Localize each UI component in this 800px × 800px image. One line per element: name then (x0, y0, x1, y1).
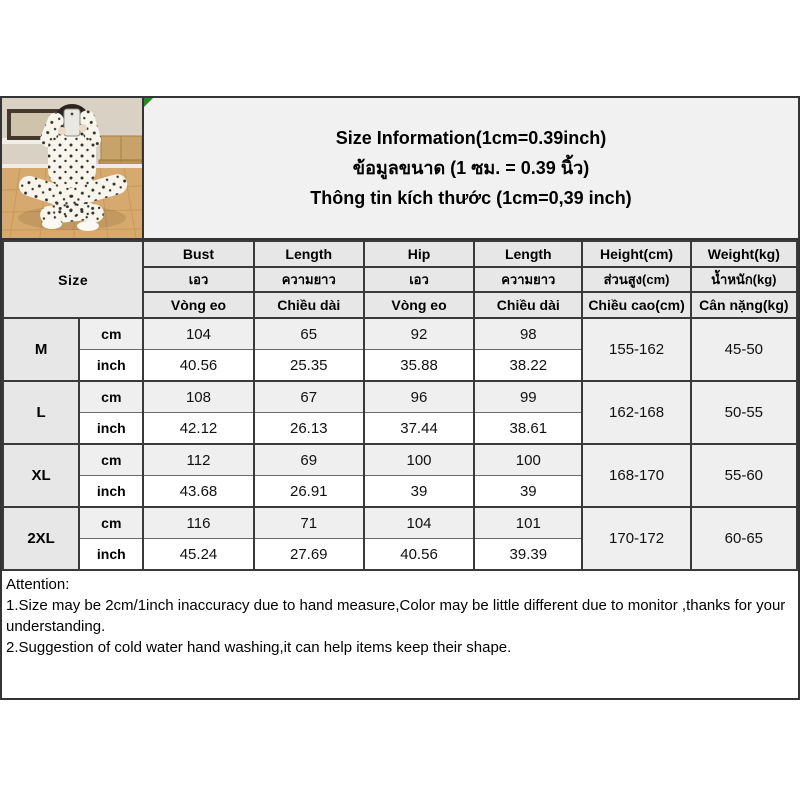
header-length-en: Length (254, 241, 364, 267)
attention-title: Attention: (6, 576, 70, 593)
value-cell: 43.68 (143, 476, 253, 508)
size-label-2xl: 2XL (3, 507, 79, 570)
weight-range-l: 50-55 (691, 381, 797, 444)
value-cell: 101 (474, 507, 582, 539)
product-photo-illustration (2, 98, 142, 238)
unit-inch: inch (79, 476, 143, 508)
product-photo (2, 98, 144, 238)
size-label-xl: XL (3, 444, 79, 507)
weight-range-2xl: 60-65 (691, 507, 797, 570)
attention-note-1: 1.Size may be 2cm/1inch inaccuracy due to hand measure,Color may be little different due to monitor ,thanks for your understanding. (6, 597, 786, 635)
value-cell: 39 (474, 476, 582, 508)
size-info-panel (0, 96, 800, 700)
header-bust-vi: Vòng eo (143, 292, 253, 318)
value-cell: 26.13 (254, 413, 364, 445)
value-cell: 40.56 (364, 539, 474, 571)
unit-inch: inch (79, 350, 143, 382)
header-hip-vi: Vòng eo (364, 292, 474, 318)
value-cell: 38.22 (474, 350, 582, 382)
value-cell: 42.12 (143, 413, 253, 445)
unit-cm: cm (79, 444, 143, 476)
header-weight-vi: Cân nặng(kg) (691, 292, 797, 318)
table-row-2xl-cm (3, 507, 797, 539)
unit-inch: inch (79, 539, 143, 571)
height-range-2xl: 170-172 (582, 507, 690, 570)
value-cell: 67 (254, 381, 364, 413)
header-length2-th: ความยาว (474, 267, 582, 292)
cell-corner-marker (144, 98, 153, 107)
value-cell: 100 (364, 444, 474, 476)
weight-range-xl: 55-60 (691, 444, 797, 507)
unit-cm: cm (79, 318, 143, 350)
value-cell: 69 (254, 444, 364, 476)
title-english: Size Information(1cm=0.39inch) (335, 128, 607, 148)
attention-note-2: 2.Suggestion of cold water hand washing,it can help items keep their shape. (6, 639, 512, 656)
value-cell: 96 (364, 381, 474, 413)
header-hip-en: Hip (364, 241, 474, 267)
header-height-vi: Chiều cao(cm) (582, 292, 690, 318)
title-vietnamese: Thông tin kích thước (1cm=0,39 inch) (310, 188, 632, 208)
weight-range-m: 45-50 (691, 318, 797, 381)
header-row-english (3, 241, 797, 267)
unit-cm: cm (79, 507, 143, 539)
height-range-xl: 168-170 (582, 444, 690, 507)
size-column-header: Size (3, 241, 143, 318)
value-cell: 39.39 (474, 539, 582, 571)
value-cell: 25.35 (254, 350, 364, 382)
height-range-l: 162-168 (582, 381, 690, 444)
title-block (144, 98, 798, 238)
value-cell: 98 (474, 318, 582, 350)
header-weight-th: น้ำหนัก(kg) (691, 267, 797, 292)
size-label-m: M (3, 318, 79, 381)
value-cell: 37.44 (364, 413, 474, 445)
header-length-th: ความยาว (254, 267, 364, 292)
header-weight-en: Weight(kg) (691, 241, 797, 267)
table-row-m-cm (3, 318, 797, 350)
header-hip-th: เอว (364, 267, 474, 292)
header-length2-vi: Chiều dài (474, 292, 582, 318)
value-cell: 116 (143, 507, 253, 539)
value-cell: 108 (143, 381, 253, 413)
value-cell: 40.56 (143, 350, 253, 382)
attention-section (2, 571, 798, 698)
value-cell: 45.24 (143, 539, 253, 571)
value-cell: 39 (364, 476, 474, 508)
value-cell: 65 (254, 318, 364, 350)
value-cell: 27.69 (254, 539, 364, 571)
title-thai: ข้อมูลขนาด (1 ซม. = 0.39 นิ้ว) (352, 158, 590, 178)
table-row-l-cm (3, 381, 797, 413)
value-cell: 99 (474, 381, 582, 413)
size-chart-table (2, 240, 798, 571)
value-cell: 104 (143, 318, 253, 350)
unit-cm: cm (79, 381, 143, 413)
header-length2-en: Length (474, 241, 582, 267)
value-cell: 100 (474, 444, 582, 476)
header-length-vi: Chiều dài (254, 292, 364, 318)
header-height-en: Height(cm) (582, 241, 690, 267)
value-cell: 35.88 (364, 350, 474, 382)
value-cell: 71 (254, 507, 364, 539)
title-section (2, 98, 798, 240)
header-height-th: ส่วนสูง(cm) (582, 267, 690, 292)
unit-inch: inch (79, 413, 143, 445)
value-cell: 112 (143, 444, 253, 476)
value-cell: 104 (364, 507, 474, 539)
header-bust-en: Bust (143, 241, 253, 267)
value-cell: 38.61 (474, 413, 582, 445)
table-row-xl-cm (3, 444, 797, 476)
height-range-m: 155-162 (582, 318, 690, 381)
header-bust-th: เอว (143, 267, 253, 292)
size-label-l: L (3, 381, 79, 444)
value-cell: 92 (364, 318, 474, 350)
value-cell: 26.91 (254, 476, 364, 508)
